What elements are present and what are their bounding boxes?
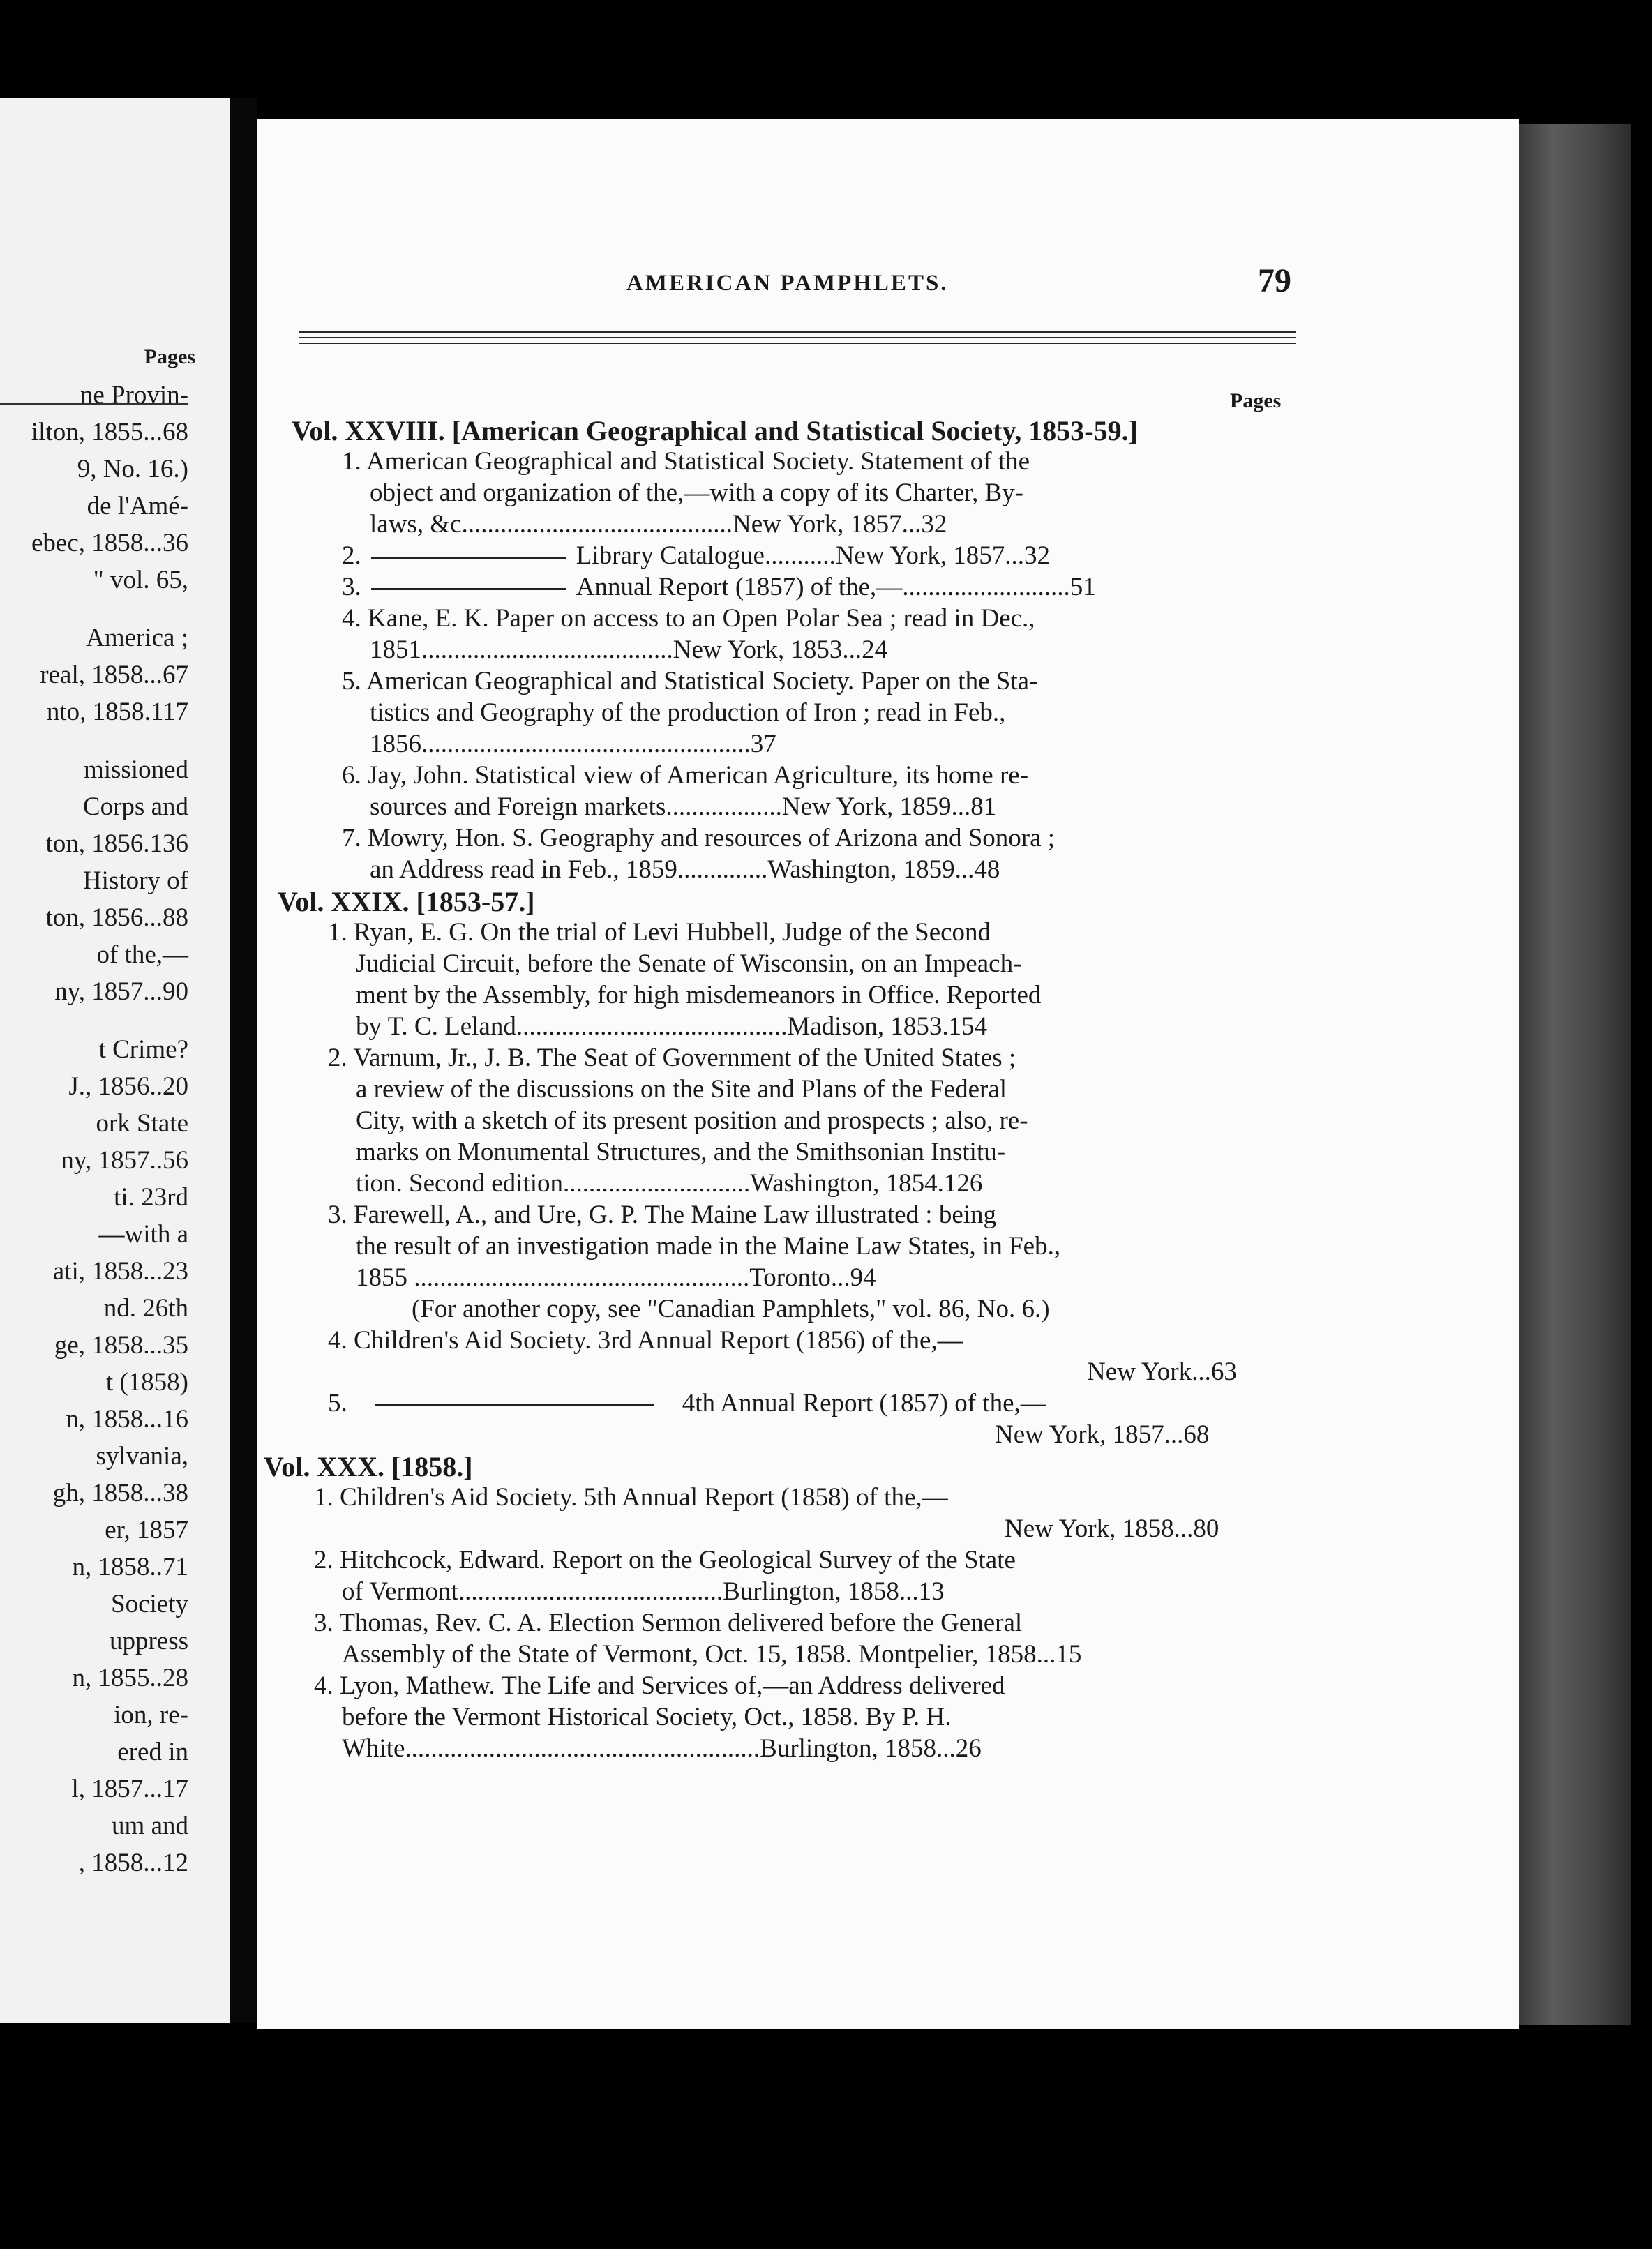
volume-heading: Vol. XXIX. [1853-57.] [278,886,535,917]
facing-page-line: ati, 1858...23 [52,1257,188,1286]
entry-line: tion. Second edition.............................Washington, 1854.126 [356,1169,983,1198]
facing-page-line: real, 1858...67 [40,661,188,689]
volume-heading: Vol. XXVIII. [American Geographical and Statistical Society, 1853-59.] [292,415,1138,446]
facing-page-line: ne Provin- [80,381,188,409]
facing-page-line: nto, 1858.117 [46,698,188,726]
entry-line: 4. Kane, E. K. Paper on access to an Open Polar Sea ; read in Dec., [342,604,1035,633]
entry-line: 4. Children's Aid Society. 3rd Annual Report (1856) of the,— [328,1326,963,1355]
entry-line: before the Vermont Historical Society, Oct., 1858. By P. H. [342,1703,952,1731]
facing-page-line: ge, 1858...35 [54,1331,188,1360]
entry-line: Judicial Circuit, before the Senate of Wisconsin, on an Impeach- [356,949,1022,978]
ditto-rule [375,1404,654,1406]
facing-page-line: l, 1857...17 [71,1775,188,1803]
facing-page-line: n, 1858...16 [66,1405,188,1434]
facing-page-line: History of [82,866,188,895]
facing-page-line: uppress [109,1627,188,1655]
facing-page-line: ebec, 1858...36 [31,529,188,557]
facing-page-line: America ; [86,624,188,652]
entry-line: 3. Thomas, Rev. C. A. Election Sermon delivered before the General [314,1609,1023,1637]
entry-line [342,543,1050,569]
facing-page-line: nd. 26th [103,1294,188,1323]
volume-heading: Vol. XXX. [1858.] [264,1451,473,1482]
entry-line: 2. Varnum, Jr., J. B. The Seat of Government of the United States ; [328,1044,1016,1072]
entry-line: 1. Ryan, E. G. On the trial of Levi Hubbell, Judge of the Second [328,918,991,947]
book-page [257,119,1519,2029]
ditto-rule [371,588,566,590]
entry-line: an Address read in Feb., 1859..............Washington, 1859...48 [370,855,1000,884]
entry-line: 7. Mowry, Hon. S. Geography and resources of Arizona and Sonora ; [342,824,1056,852]
entry-line: 4. Lyon, Mathew. The Life and Services of,—an Address delivered [314,1671,1005,1700]
page-edge-shadow [1519,124,1631,2025]
entry-line: New York...63 [1087,1357,1237,1386]
entry-line: laws, &c..........................................New York, 1857...32 [370,510,947,539]
entry-line: 2. Hitchcock, Edward. Report on the Geological Survey of the State [314,1546,1016,1574]
entry-line: New York, 1858...80 [1005,1514,1219,1543]
header-rule [299,343,1296,344]
facing-page-line: missioned [83,755,188,784]
facing-page-line: ilton, 1855...68 [31,418,188,446]
facing-page-line: sylvania, [96,1442,188,1470]
facing-page-line: n, 1858..71 [72,1553,188,1581]
facing-page-line: ny, 1857..56 [61,1146,188,1175]
entry-line: 1856...................................................37 [370,730,776,758]
facing-page-line: 9, No. 16.) [77,455,188,483]
facing-page-line: de l'Amé- [87,492,188,520]
facing-page-line: gh, 1858...38 [52,1479,188,1507]
entry-line: Assembly of the State of Vermont, Oct. 15, 1858. Montpelier, 1858...15 [342,1640,1082,1669]
header-rule [299,337,1296,338]
entry-number: 5. [328,1389,347,1417]
facing-page-line: Society [111,1590,188,1618]
entry-line: 5. American Geographical and Statistical Society. Paper on the Sta- [342,667,1038,695]
entry-line: 1851.......................................New York, 1853...24 [370,635,888,664]
running-head: AMERICAN PAMPHLETS. [626,271,949,296]
header-rule [299,331,1296,333]
entry-line: 1. Children's Aid Society. 5th Annual Report (1858) of the,— [314,1483,948,1512]
facing-page-line: um and [112,1812,188,1840]
facing-page-line: ny, 1857...90 [54,977,188,1006]
facing-page-line: J., 1856..20 [68,1072,188,1101]
entry-line: tistics and Geography of the production of Iron ; read in Feb., [370,698,1006,727]
facing-page-line: n, 1855..28 [72,1664,188,1692]
entry-text: Library Catalogue...........New York, 1857...32 [576,541,1051,570]
facing-page-line: " vol. 65, [93,566,188,594]
entry-line: New York, 1857...68 [995,1420,1210,1449]
entry-number: 3. [342,573,361,601]
entry-line: object and organization of the,—with a copy of its Charter, By- [370,479,1023,507]
facing-page-line: ti. 23rd [114,1183,188,1212]
entry-line: by T. C. Leland..........................................Madison, 1853.154 [356,1012,988,1041]
entry-line: the result of an investigation made in the Maine Law States, in Feb., [356,1232,1061,1261]
facing-page-line: ton, 1856.136 [45,829,188,858]
page-number: 79 [1258,262,1291,299]
facing-page-line: , 1858...12 [78,1849,188,1877]
pages-column-label: Pages [1230,389,1282,412]
entry-line: (For another copy, see "Canadian Pamphlets," vol. 86, No. 6.) [412,1295,1050,1323]
facing-page-line: —with a [98,1220,188,1249]
entry-line: ment by the Assembly, for high misdemeanors in Office. Reported [356,981,1042,1009]
left-pages-label: Pages [144,345,195,368]
facing-page-line: ork State [96,1109,188,1138]
entry-line: a review of the discussions on the Site and Plans of the Federal [356,1075,1007,1104]
entry-line [342,574,1096,600]
facing-page-fragment [0,98,230,2023]
entry-line: 1. American Geographical and Statistical Society. Statement of the [342,447,1030,476]
book-gutter [230,98,257,2023]
facing-page-line: t Crime? [98,1035,188,1064]
entry-line: 1855 ....................................................Toronto...94 [356,1263,876,1292]
entry-line: City, with a sketch of its present position and prospects ; also, re- [356,1106,1028,1135]
entry-line: White.......................................................Burlington, 1858...26 [342,1734,982,1763]
facing-page-line: er, 1857 [105,1516,188,1544]
facing-page-line: Corps and [82,792,188,821]
entry-line: marks on Monumental Structures, and the Smithsonian Institu- [356,1138,1006,1166]
ditto-rule [371,557,566,559]
facing-page-line: ion, re- [114,1701,188,1729]
facing-page-line: ton, 1856...88 [45,903,188,932]
entry-line: 6. Jay, John. Statistical view of American Agriculture, its home re- [342,761,1029,790]
facing-page-line: of the,— [96,940,188,969]
entry-line: sources and Foreign markets..................New York, 1859...81 [370,792,997,821]
facing-page-line: ered in [117,1738,188,1766]
entry-line: 3. Farewell, A., and Ure, G. P. The Maine Law illustrated : being [328,1201,997,1229]
entry-line: of Vermont.........................................Burlington, 1858...13 [342,1577,945,1606]
facing-page-line: t (1858) [105,1368,188,1397]
entry-text: Annual Report (1857) of the,—..........................51 [576,573,1096,601]
entry-line [328,1390,1046,1416]
entry-text: 4th Annual Report (1857) of the,— [682,1389,1046,1417]
entry-number: 2. [342,541,361,570]
